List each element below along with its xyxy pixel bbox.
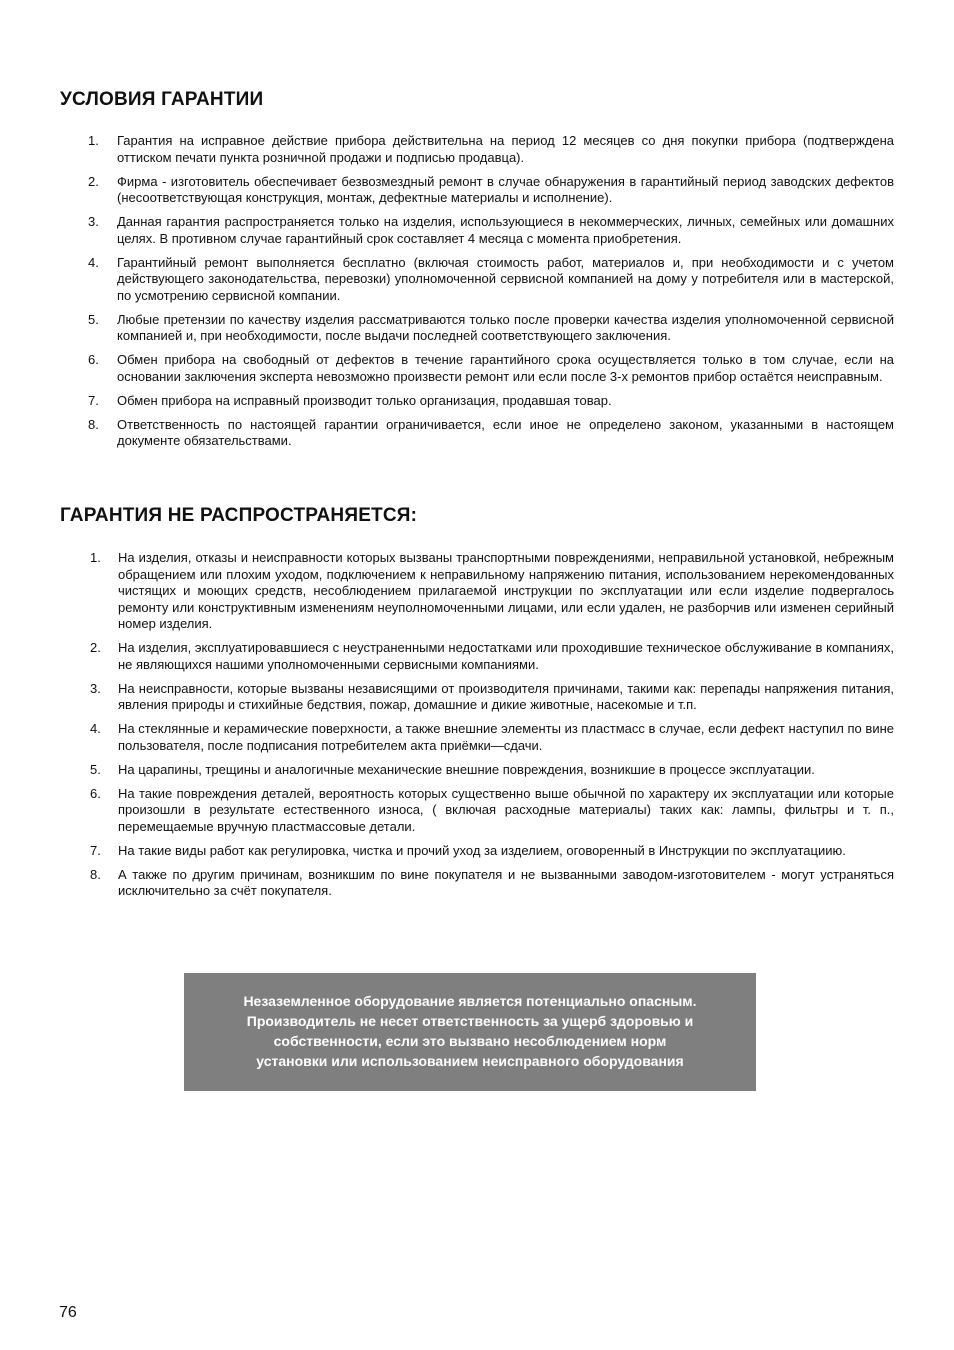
- list-item-number: 6.: [88, 352, 99, 367]
- list-item-number: 1.: [88, 133, 99, 148]
- list-item-number: 8.: [90, 866, 101, 882]
- list-item-number: 5.: [90, 761, 101, 777]
- list-item-text: Гарантия на исправное действие прибора действительна на период 12 месяцев со дня покупки прибора (подтверждена оттиском печати пункта розничной продажи и подписью продавца).: [117, 133, 894, 165]
- list-item: [0, 133, 954, 166]
- section-heading-warranty-exclusions: ГАРАНТИЯ НЕ РАСПРОСТРАНЯЕТСЯ:: [60, 505, 418, 526]
- list-item: [0, 550, 954, 633]
- list-item: [0, 255, 954, 305]
- list-item: [0, 640, 954, 673]
- list-item-number: 3.: [90, 680, 101, 696]
- section-heading-warranty-terms: УСЛОВИЯ ГАРАНТИИ: [60, 89, 264, 110]
- list-item-text: А также по другим причинам, возникшим по вине покупателя и не вызванными заводом-изготовителем - могут устраняться исключительно за счёт покупателя.: [118, 866, 894, 898]
- list-item-number: 3.: [88, 214, 99, 229]
- warning-line: установки или использованием неисправного оборудования: [256, 1053, 684, 1069]
- warranty-exclusions-list: [0, 550, 954, 907]
- warranty-terms-list: [0, 133, 954, 457]
- list-item-text: Фирма - изготовитель обеспечивает безвозмездный ремонт в случае обнаружения в гарантийный период заводских дефектов (несоответствующая конструкция, монтаж, дефектные материалы и исполнение).: [117, 173, 894, 205]
- list-item-number: 5.: [88, 311, 99, 327]
- list-item: [0, 312, 954, 345]
- list-item-text: На такие виды работ как регулировка, чистка и прочий уход за изделием, оговоренный в Инструкции по эксплуатациию.: [118, 842, 846, 858]
- list-item-number: 8.: [88, 416, 99, 432]
- list-item-text: На царапины, трещины и аналогичные механические внешние повреждения, возникшие в процессе эксплуатации.: [118, 761, 815, 777]
- list-item: [0, 721, 954, 754]
- list-item: [0, 843, 954, 860]
- grounding-warning-box: [184, 973, 756, 1091]
- list-item-number: 2.: [90, 640, 101, 655]
- list-item-text: На такие повреждения деталей, вероятность которых существенно выше обычной по характеру их эксплуатации или которые произошли в результате естественного износа, ( включая расходные материалы) таких как: лампы, фильтры и т. п., перемещаемые вручную пластмассовые детали.: [118, 785, 894, 834]
- list-item: [0, 786, 954, 836]
- list-item-text: Любые претензии по качеству изделия рассматриваются только после проверки качества изделия уполномоченной сервисной компанией и, при необходимости, после выдачи последней соответствующего заключения.: [117, 311, 894, 343]
- list-item-text: На изделия, отказы и неисправности которых вызваны транспортными повреждениями, неправильной установкой, небрежным обращением или плохим уходом, подключением к неправильному напряжению питания, использованием нерекомендованных чистящих и моющих средств, несоблюдением прилагаемой инструкции по эксплуатации или если изделие подвергалось ремонту или конструктивным изменениям неуполномоченными лицами, или если удален, не разборчив или изменен серийный номер изделия.: [118, 550, 894, 631]
- list-item-number: 2.: [88, 173, 99, 189]
- list-item: [0, 393, 954, 410]
- list-item-number: 4.: [90, 721, 101, 736]
- list-item: [0, 417, 954, 450]
- list-item-number: 1.: [90, 550, 101, 565]
- warning-line: Незаземленное оборудование является потенциально опасным.: [243, 993, 697, 1009]
- list-item-text: Обмен прибора на исправный производит только организация, продавшая товар.: [117, 392, 612, 408]
- list-item: [0, 214, 954, 247]
- list-item-number: 7.: [90, 842, 101, 858]
- list-item-text: На неисправности, которые вызваны независящими от производителя причинами, такими как: перепады напряжения питания, явления природы и стихийные бедствия, пожар, домашние и дикие животные, насекомые и т.п.: [118, 680, 894, 712]
- list-item-number: 6.: [90, 785, 101, 801]
- list-item-text: Ответственность по настоящей гарантии ограничивается, если иное не определено законом, указанными в настоящем документе обязательствами.: [117, 416, 894, 448]
- list-item-number: 4.: [88, 254, 99, 270]
- list-item: [0, 867, 954, 900]
- list-item-number: 7.: [88, 392, 99, 408]
- list-item: [0, 681, 954, 714]
- list-item: [0, 174, 954, 207]
- list-item-text: Данная гарантия распространяется только на изделия, использующиеся в некоммерческих, личных, семейных или домашних целях. В противном случае гарантийный срок составляет 4 месяца с момента приобретения.: [117, 214, 894, 246]
- warning-line: собственности, если это вызвано несоблюдением норм: [273, 1033, 667, 1049]
- page-number: 76: [59, 1304, 77, 1321]
- list-item-text: На изделия, эксплуатировавшиеся с неустраненными недостатками или проходившие техническое обслуживание в компаниях, не являющихся нашими уполномоченными сервисными компаниями.: [118, 640, 894, 672]
- list-item-text: На стеклянные и керамические поверхности, а также внешние элементы из пластмасс в случае, если дефект наступил по вине пользователя, после подписания потребителем акта приёмки—сдачи.: [118, 721, 894, 753]
- list-item-text: Гарантийный ремонт выполняется бесплатно (включая стоимость работ, материалов и, при необходимости и с учетом действующего законодательства, перевозки) уполномоченной сервисной компанией на дому у потребителя или в мастерской, по усмотрению сервисной компании.: [117, 254, 894, 303]
- warning-line: Производитель не несет ответственность за ущерб здоровью и: [246, 1013, 694, 1029]
- list-item: [0, 352, 954, 385]
- list-item-text: Обмен прибора на свободный от дефектов в течение гарантийного срока осуществляется только в том случае, если на основании заключения эксперта невозможно произвести ремонт или если после 3-х ремонтов прибор остаётся неисправным.: [117, 352, 894, 384]
- list-item: [0, 762, 954, 779]
